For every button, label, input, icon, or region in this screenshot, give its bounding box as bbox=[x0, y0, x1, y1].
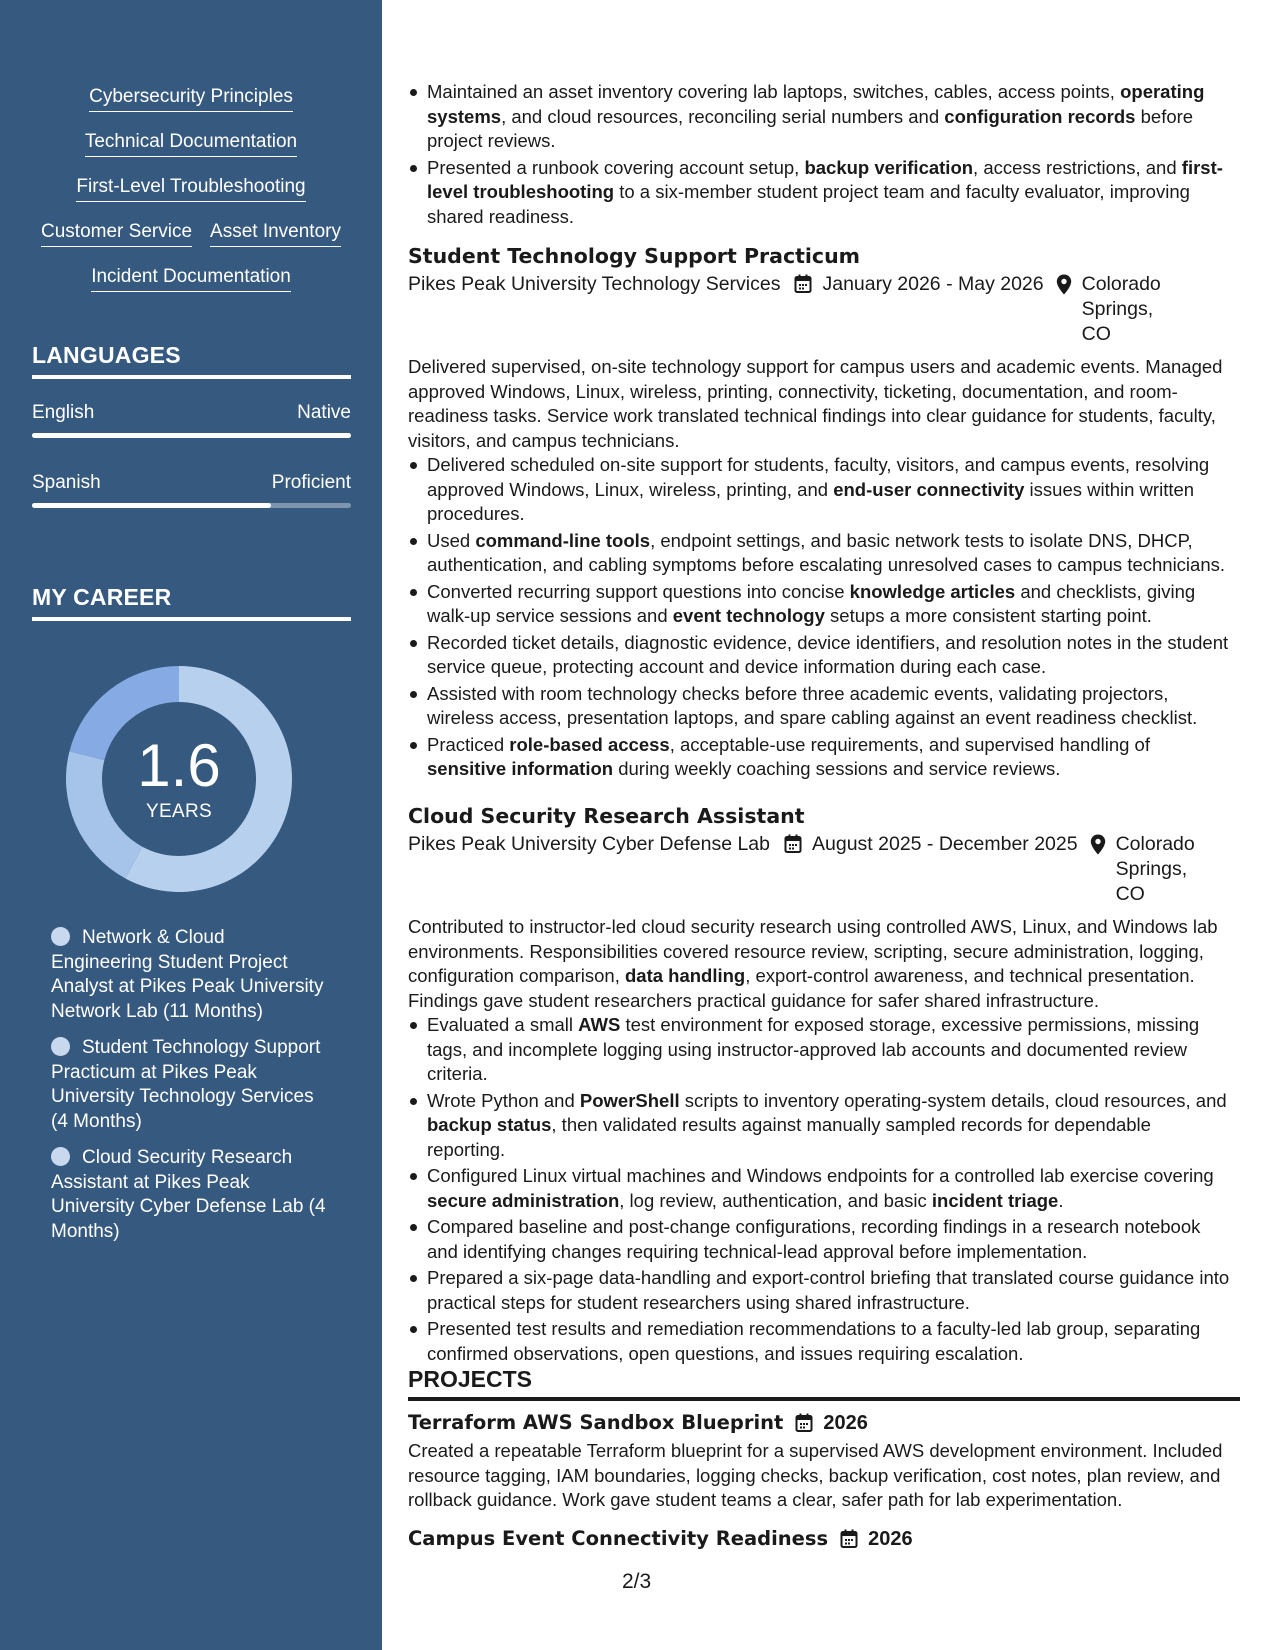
career-heading: MY CAREER bbox=[32, 584, 351, 621]
job-organization: Pikes Peak University Cyber Defense Lab bbox=[408, 833, 770, 855]
skill-row bbox=[32, 266, 350, 311]
language-level-fill bbox=[32, 433, 351, 438]
job-entry bbox=[408, 242, 1240, 784]
bullet-dot-icon bbox=[51, 1147, 70, 1166]
calendar-icon bbox=[795, 1413, 813, 1433]
career-list bbox=[51, 926, 329, 1256]
job-dates bbox=[784, 832, 1078, 907]
project-year: 2026 bbox=[823, 1412, 868, 1434]
location-pin-icon bbox=[1056, 274, 1072, 295]
job-bullet: Prepared a six-page data-handling and export-control briefing that translated course guidance into practical steps for student researchers using shared infrastructure. bbox=[427, 1266, 1240, 1315]
job-entry bbox=[408, 802, 1240, 1368]
bullet-dot-icon bbox=[51, 1037, 70, 1056]
skill-tag: Asset Inventory bbox=[210, 221, 341, 247]
job-bullet: Converted recurring support questions into concise knowledge articles and checklists, giving walk-up service sessions and event technology setups a more consistent starting point. bbox=[427, 580, 1240, 629]
project-title: Terraform AWS Sandbox Blueprint bbox=[408, 1411, 784, 1434]
career-total-unit: YEARS bbox=[146, 801, 212, 822]
languages-heading: LANGUAGES bbox=[32, 342, 351, 379]
job-dates bbox=[794, 272, 1043, 347]
job-location-text: Colorado Springs, CO bbox=[1081, 273, 1161, 345]
job-organization: Pikes Peak University Technology Services bbox=[408, 273, 781, 295]
skills-list bbox=[32, 86, 350, 311]
skill-row bbox=[32, 131, 350, 176]
career-item bbox=[51, 1036, 329, 1134]
sidebar bbox=[0, 0, 382, 1650]
language-spanish bbox=[32, 472, 351, 508]
job-bullet: Assisted with room technology checks before three academic events, validating projectors, wireless access, presentation laptops, and spare cabling against an event readiness checklist. bbox=[427, 682, 1240, 731]
skill-tag: Incident Documentation bbox=[91, 266, 291, 292]
job-bullet: Delivered scheduled on-site support for students, faculty, visitors, and campus events, resolving approved Windows, Linux, wireless, printing, and end-user connectivity issues within written procedures. bbox=[427, 453, 1240, 527]
job-title: Cloud Security Research Assistant bbox=[408, 804, 805, 828]
job-bullet: Configured Linux virtual machines and Windows endpoints for a controlled lab exercise covering secure administration, log review, authentication, and basic incident triage. bbox=[427, 1164, 1240, 1213]
calendar-icon bbox=[784, 834, 802, 854]
page-number: 2/3 bbox=[622, 1570, 652, 1593]
project-description: Created a repeatable Terraform blueprint for a supervised AWS development environment. Included resource tagging, IAM boundaries, logging checks, backup verification, cost notes, plan review, and rollback guidance. Work gave student teams a clear, safer path for lab experimentation. bbox=[408, 1440, 1223, 1510]
language-level: Proficient bbox=[271, 472, 351, 493]
job-bullet: Maintained an asset inventory covering lab laptops, switches, cables, access points, operating systems, and cloud resources, reconciling serial numbers and configuration records before project reviews. bbox=[427, 80, 1240, 154]
job-dates-text: August 2025 - December 2025 bbox=[812, 833, 1078, 855]
main-content bbox=[408, 0, 1240, 1650]
career-item bbox=[51, 926, 329, 1024]
project-title-row bbox=[408, 1409, 1240, 1437]
career-item-text: Cloud Security Research Assistant at Pikes Peak University Cyber Defense Lab (4 Months) bbox=[51, 1147, 326, 1242]
calendar-icon bbox=[840, 1529, 858, 1549]
calendar-icon bbox=[794, 274, 812, 294]
job-bullet: Used command-line tools, endpoint settings, and basic network tests to isolate DNS, DHCP, authentication, and cabling symptoms before escalating unresolved cases to campus technicians. bbox=[427, 529, 1240, 578]
language-name: Spanish bbox=[32, 472, 101, 493]
job-bullet: Recorded ticket details, diagnostic evidence, device identifiers, and resolution notes in the student service queue, protecting account and device information during each case. bbox=[427, 631, 1240, 680]
skill-tag: Cybersecurity Principles bbox=[89, 86, 293, 112]
projects-section bbox=[408, 1366, 1240, 1553]
job-location bbox=[1090, 832, 1210, 907]
location-pin-icon bbox=[1090, 834, 1106, 855]
job-meta bbox=[408, 272, 1240, 347]
language-level-bar bbox=[32, 433, 351, 438]
job-bullet: Evaluated a small AWS test environment for exposed storage, excessive permissions, missing tags, and incomplete logging using instructor-approved lab accounts and documented review criteria. bbox=[427, 1013, 1240, 1087]
project-year: 2026 bbox=[868, 1527, 913, 1550]
previous-job-continued bbox=[408, 80, 1240, 231]
language-english bbox=[32, 402, 351, 438]
skill-row bbox=[32, 86, 350, 131]
job-dates-text: January 2026 - May 2026 bbox=[822, 273, 1044, 295]
job-title: Student Technology Support Practicum bbox=[408, 244, 861, 268]
skill-tag: First-Level Troubleshooting bbox=[76, 176, 305, 202]
project-title-row bbox=[408, 1525, 1240, 1553]
job-summary: Delivered supervised, on-site technology support for campus users and academic events. Managed approved Windows, Linux, wireless, printing, connectivity, ticketing, documentation, and room-readiness tasks. Service work translated technical findings into clear guidance for students, faculty, visitors, and campus technicians. bbox=[408, 356, 1223, 451]
career-item-text: Student Technology Support Practicum at Pikes Peak University Technology Services (4 Months) bbox=[51, 1037, 321, 1132]
job-bullet: Compared baseline and post-change configurations, recording findings in a research notebook and identifying changes requiring technical-lead approval before implementation. bbox=[427, 1215, 1240, 1264]
skill-tag: Technical Documentation bbox=[85, 131, 297, 157]
skill-row bbox=[32, 221, 350, 266]
language-level: Native bbox=[297, 402, 351, 423]
job-bullet: Wrote Python and PowerShell scripts to inventory operating-system details, cloud resources, and backup status, then validated results against manually sampled records for dependable reporting. bbox=[427, 1089, 1240, 1163]
job-bullet: Presented test results and remediation recommendations to a faculty-led lab group, separating confirmed observations, open questions, and issues requiring escalation. bbox=[427, 1317, 1240, 1366]
skill-tag: Customer Service bbox=[41, 221, 192, 247]
career-item-text: Network & Cloud Engineering Student Project Analyst at Pikes Peak University Network Lab (11 Months) bbox=[51, 927, 324, 1022]
project-title: Campus Event Connectivity Readiness bbox=[408, 1526, 829, 1550]
career-item bbox=[51, 1146, 329, 1244]
job-summary: Contributed to instructor-led cloud security research using controlled AWS, Linux, and Windows lab environments. Responsibilities covered resource review, scripting, secure administration, logging, configuration comparison, data handling, export-control awareness, and technical presentation. Findings gave student researchers practical guidance for safer shared infrastructure. bbox=[408, 916, 1218, 1011]
job-location-text: Colorado Springs, CO bbox=[1115, 833, 1195, 905]
career-total-value: 1.6 bbox=[137, 732, 221, 799]
language-level-bar bbox=[32, 503, 351, 508]
job-bullet: Practiced role-based access, acceptable-use requirements, and supervised handling of sensitive information during weekly coaching sessions and service reviews. bbox=[427, 733, 1240, 782]
language-name: English bbox=[32, 402, 95, 423]
career-total bbox=[66, 666, 292, 892]
skill-row bbox=[32, 176, 350, 221]
language-level-fill bbox=[32, 503, 271, 508]
bullet-dot-icon bbox=[51, 927, 70, 946]
job-bullet: Presented a runbook covering account setup, backup verification, access restrictions, and first-level troubleshooting to a six-member student project team and faculty evaluator, improving shared readiness. bbox=[427, 156, 1240, 230]
job-meta bbox=[408, 832, 1240, 907]
projects-heading: PROJECTS bbox=[408, 1366, 1240, 1401]
job-location bbox=[1056, 272, 1176, 347]
